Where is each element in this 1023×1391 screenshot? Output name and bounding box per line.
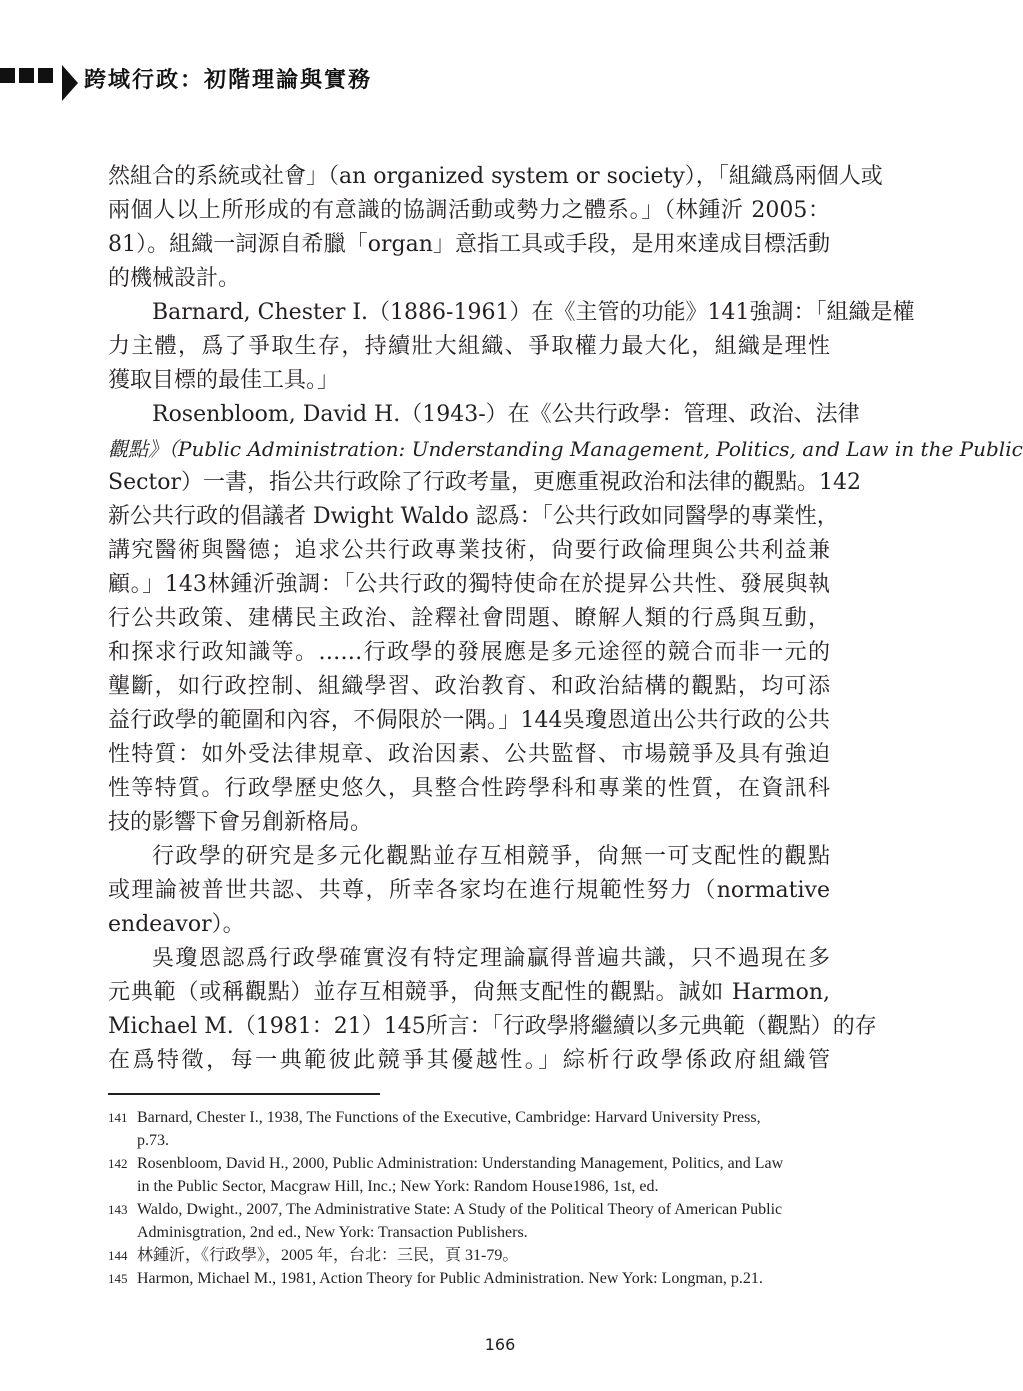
text-line: Michael M.（1981：21）145所言：「行政學將繼續以多元典範（觀點）的存 [108, 1014, 877, 1039]
footnote-line: Harmon, Michael M., 1981, Action Theory for Public Administration. New York: Longman, p.21. [137, 1270, 763, 1287]
footnote [108, 1106, 830, 1152]
footnote-number: 142 [108, 1156, 128, 1171]
text-line: 和探求行政知識等。……行政學的發展應是多元途徑的競合而非一元的 [108, 640, 830, 665]
text-line: 講究醫術與醫德；追求公共行政專業技術，尙要行政倫理與公共利益兼 [108, 538, 830, 563]
text-line: 兩個人以上所形成的有意識的協調活動或勢力之體系。」（林鍾沂 2005： [108, 198, 830, 223]
footnote-number: 141 [108, 1110, 128, 1125]
text-line: 觀點》（Public Administration: Understanding Management, Politics, and Law in the Public [108, 437, 1023, 461]
text-line: 81）。組織一詞源自希臘「organ」意指工具或手段，是用來達成目標活動 [108, 232, 830, 257]
book-title: 跨域行政：初階理論與實務 [84, 68, 373, 93]
footnote [108, 1198, 830, 1244]
footnote-line: in the Public Sector, Macgraw Hill, Inc.; New York: Random House1986, 1st, ed. [137, 1178, 659, 1195]
footnote [108, 1267, 830, 1290]
footnote-line: Barnard, Chester I., 1938, The Functions of the Executive, Cambridge: Harvard University Press, [137, 1109, 761, 1126]
footnote-line: p.73. [137, 1132, 169, 1149]
text-line: 益行政學的範圍和內容，不侷限於一隅。」144吳瓊恩道出公共行政的公共 [108, 708, 830, 733]
text-line: 獲取目標的最佳工具。」 [108, 368, 340, 393]
text-line: 性等特質。行政學歷史悠久，具整合性跨學科和專業的性質，在資訊科 [108, 776, 830, 801]
footnote-line: Rosenbloom, David H., 2000, Public Administration: Understanding Management, Politics, and Law [137, 1155, 784, 1172]
footnote-separator [108, 1093, 380, 1095]
text-line: 或理論被普世共認、共尊，所幸各家均在進行規範性努力（normative [108, 878, 830, 903]
text-line: 顧。」143林鍾沂強調：「公共行政的獨特使命在於提昇公共性、發展與執 [108, 572, 830, 597]
footnote-number: 144 [108, 1248, 128, 1263]
text-line: Barnard, Chester I.（1886-1961）在《主管的功能》141強調：「組織是權 [152, 300, 915, 325]
footnotes [108, 1106, 830, 1290]
text-line: 壟斷，如行政控制、組織學習、政治教育、和政治結構的觀點，均可添 [108, 674, 830, 699]
footnote-line: 林鍾沂，《行政學》，2005 年，台北：三民，頁 31-79。 [137, 1247, 519, 1264]
text-line: 吳瓊恩認爲行政學確實沒有特定理論贏得普遍共識，只不過現在多 [152, 946, 830, 971]
text-line: 行公共政策、建構民主政治、詮釋社會問題、瞭解人類的行爲與互動， [108, 606, 830, 631]
text-line: Rosenbloom, David H.（1943-）在《公共行政學：管理、政治、法律 [152, 402, 860, 427]
text-line: 力主體，爲了爭取生存，持續壯大組織、爭取權力最大化，組織是理性 [108, 334, 830, 359]
running-header [0, 60, 600, 94]
text-line: 行政學的研究是多元化觀點並存互相競爭，尙無一可支配性的觀點 [152, 844, 830, 869]
page-number: 166 [484, 1335, 516, 1354]
text-line: 元典範（或稱觀點）並存互相競爭，尙無支配性的觀點。誠如 Harmon, [108, 980, 830, 1005]
text-line: 技的影響下會另創新格局。 [108, 810, 373, 835]
text-line: 性特質：如外受法律規章、政治因素、公共監督、市場競爭及具有強迫 [108, 742, 830, 767]
footnote [108, 1244, 830, 1267]
text-line: 在爲特徵，每一典範彼此競爭其優越性。」綜析行政學係政府組織管 [108, 1048, 830, 1073]
text-line: 的機械設計。 [108, 266, 241, 291]
footnote-line: Adminisgtration, 2nd ed., New York: Transaction Publishers. [137, 1224, 528, 1241]
text-line: Sector）一書，指公共行政除了行政考量，更應重視政治和法律的觀點。142 [108, 470, 862, 495]
footnote [108, 1152, 830, 1198]
footnote-number: 145 [108, 1271, 128, 1286]
footnote-line: Waldo, Dwight., 2007, The Administrative State: A Study of the Political Theory of American Public [137, 1201, 783, 1218]
text-line: 新公共行政的倡議者 Dwight Waldo 認爲：「公共行政如同醫學的專業性， [108, 504, 839, 529]
body-text [108, 160, 1023, 1078]
text-line: endeavor）。 [108, 912, 245, 937]
footnote-number: 143 [108, 1202, 128, 1217]
text-line: 然組合的系統或社會」（an organized system or society），「組織爲兩個人或 [108, 164, 883, 189]
